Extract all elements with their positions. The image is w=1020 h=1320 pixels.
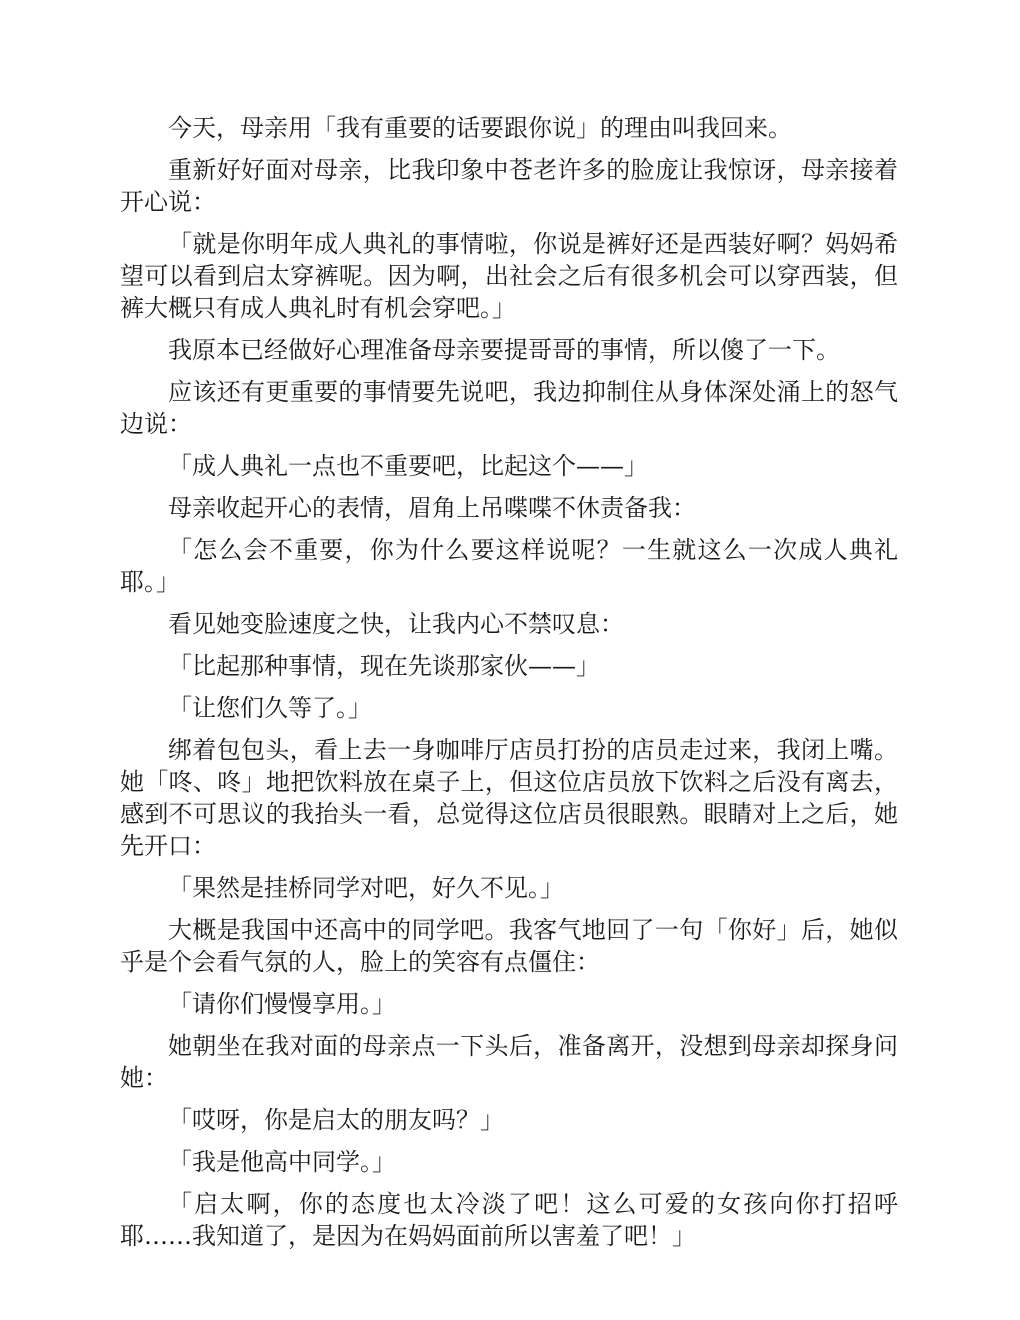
paragraph-16: 她朝坐在我对面的母亲点一下头后，准备离开，没想到母亲却探身问她：	[120, 1032, 898, 1092]
paragraph-6: 「成人典礼一点也不重要吧，比起这个——」	[168, 452, 648, 480]
paragraph-10: 「比起那种事情，现在先谈那家伙——」	[168, 652, 600, 680]
paragraph-13: 「果然是挂桥同学对吧，好久不见。」	[168, 874, 564, 902]
paragraph-9: 看见她变脸速度之快，让我内心不禁叹息：	[168, 610, 624, 638]
paragraph-18: 「我是他高中同学。」	[168, 1148, 396, 1176]
paragraph-3: 「就是你明年成人典礼的事情啦，你说是裤好还是西装好啊？妈妈希望可以看到启太穿裤呢。因为啊，出社会之后有很多机会可以穿西装，但裤大概只有成人典礼时有机会穿吧。」	[120, 230, 898, 322]
paragraph-1: 今天，母亲用「我有重要的话要跟你说」的理由叫我回来。	[168, 114, 792, 142]
paragraph-19: 「启太啊，你的态度也太冷淡了吧！这么可爱的女孩向你打招呼耶……我知道了，是因为在妈妈面前所以害羞了吧！」	[120, 1190, 898, 1250]
paragraph-4: 我原本已经做好心理准备母亲要提哥哥的事情，所以傻了一下。	[168, 336, 840, 364]
paragraph-17: 「哎呀，你是启太的朋友吗？」	[168, 1106, 504, 1134]
document-page	[120, 112, 898, 1262]
paragraph-2: 重新好好面对母亲，比我印象中苍老许多的脸庞让我惊讶，母亲接着开心说：	[120, 156, 898, 216]
paragraph-12: 绑着包包头，看上去一身咖啡厅店员打扮的店员走过来，我闭上嘴。她「咚、咚」地把饮料放在桌子上，但这位店员放下饮料之后没有离去，感到不可思议的我抬头一看，总觉得这位店员很眼熟。眼睛对上之后，她先开口：	[120, 736, 898, 860]
paragraph-14: 大概是我国中还高中的同学吧。我客气地回了一句「你好」后，她似乎是个会看气氛的人，脸上的笑容有点僵住：	[120, 916, 898, 976]
paragraph-5: 应该还有更重要的事情要先说吧，我边抑制住从身体深处涌上的怒气边说：	[120, 378, 898, 438]
paragraph-11: 「让您们久等了。」	[168, 694, 372, 722]
paragraph-8: 「怎么会不重要，你为什么要这样说呢？一生就这么一次成人典礼耶。」	[120, 536, 898, 596]
paragraph-7: 母亲收起开心的表情，眉角上吊喋喋不休责备我：	[168, 494, 696, 522]
paragraph-15: 「请你们慢慢享用。」	[168, 990, 396, 1018]
